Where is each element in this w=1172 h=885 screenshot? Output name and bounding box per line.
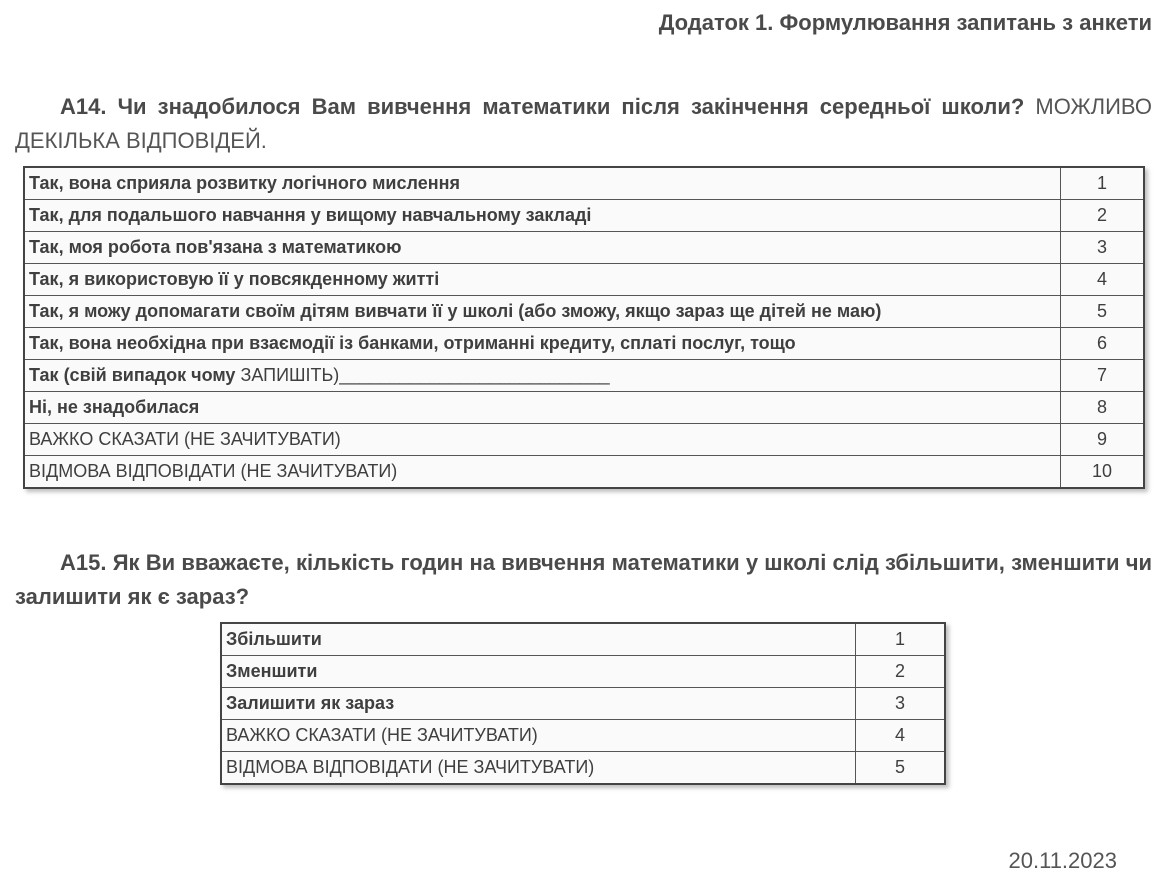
option-label: Так, я використовую її у повсякденному житті: [24, 264, 1061, 296]
question-a15-text: А15. Як Ви вважаєте, кількість годин на вивчення математики у школі слід збільшити, зменшити чи залишити як є зараз?: [15, 550, 1152, 609]
question-a14: [15, 90, 1152, 158]
option-code: 8: [1061, 392, 1145, 424]
option-code: 4: [856, 720, 946, 752]
answers-table-a14: [23, 166, 1145, 489]
table-row: [24, 232, 1144, 264]
option-code: 9: [1061, 424, 1145, 456]
option-label: ВАЖКО СКАЗАТИ (НЕ ЗАЧИТУВАТИ): [221, 720, 856, 752]
table-row: [24, 424, 1144, 456]
option-code: 5: [1061, 296, 1145, 328]
option-label: Так, я можу допомагати своїм дітям вивчати її у школі (або зможу, якщо зараз ще дітей не маю): [24, 296, 1061, 328]
table-row: [24, 167, 1144, 200]
option-code: 1: [856, 623, 946, 656]
table-row: [24, 392, 1144, 424]
page-date: 20.11.2023: [1008, 848, 1117, 873]
option-label: ВАЖКО СКАЗАТИ (НЕ ЗАЧИТУВАТИ): [24, 424, 1061, 456]
option-label: Залишити як зараз: [221, 688, 856, 720]
table-row: [24, 360, 1144, 392]
option-label: Так, моя робота пов'язана з математикою: [24, 232, 1061, 264]
question-a15: [15, 546, 1152, 614]
option-label: Так, для подальшого навчання у вищому навчальному закладі: [24, 200, 1061, 232]
question-a14-text: А14. Чи знадобилося Вам вивчення математики після закінчення середньої школи?: [60, 94, 1025, 119]
answers-table-a15: [220, 622, 946, 785]
table-row: [221, 752, 945, 785]
appendix-title: Додаток 1. Формулювання запитань з анкети: [658, 10, 1152, 35]
question-a14-note: МОЖЛИВО ДЕКІЛЬКА ВІДПОВІДЕЙ.: [15, 94, 1152, 153]
option-code: 5: [856, 752, 946, 785]
table-row: [24, 264, 1144, 296]
table-row: [221, 656, 945, 688]
option-code: 7: [1061, 360, 1145, 392]
table-row: [24, 200, 1144, 232]
option-code: 2: [1061, 200, 1145, 232]
option-label: Збільшити: [221, 623, 856, 656]
option-code: 3: [1061, 232, 1145, 264]
option-label: Так, вона необхідна при взаємодії із банками, отриманні кредиту, сплаті послуг, тощо: [24, 328, 1061, 360]
table-row: [221, 688, 945, 720]
table-row: [221, 720, 945, 752]
table-row: [221, 623, 945, 656]
option-code: 4: [1061, 264, 1145, 296]
table-row: [24, 456, 1144, 489]
option-label-write-in-line: ЗАПИШІТЬ)___________________________: [240, 365, 610, 385]
option-label: Зменшити: [221, 656, 856, 688]
option-label-prefix: Так (свій випадок чому: [29, 365, 241, 385]
table-row: [24, 328, 1144, 360]
option-label: ВІДМОВА ВІДПОВІДАТИ (НЕ ЗАЧИТУВАТИ): [24, 456, 1061, 489]
table-row: [24, 296, 1144, 328]
option-code: 2: [856, 656, 946, 688]
option-code: 1: [1061, 167, 1145, 200]
option-label: ВІДМОВА ВІДПОВІДАТИ (НЕ ЗАЧИТУВАТИ): [221, 752, 856, 785]
option-code: 10: [1061, 456, 1145, 489]
option-label: Ні, не знадобилася: [24, 392, 1061, 424]
option-code: 3: [856, 688, 946, 720]
option-code: 6: [1061, 328, 1145, 360]
option-label: Так, вона сприяла розвитку логічного мислення: [24, 167, 1061, 200]
option-label-write-in: [24, 360, 1061, 392]
